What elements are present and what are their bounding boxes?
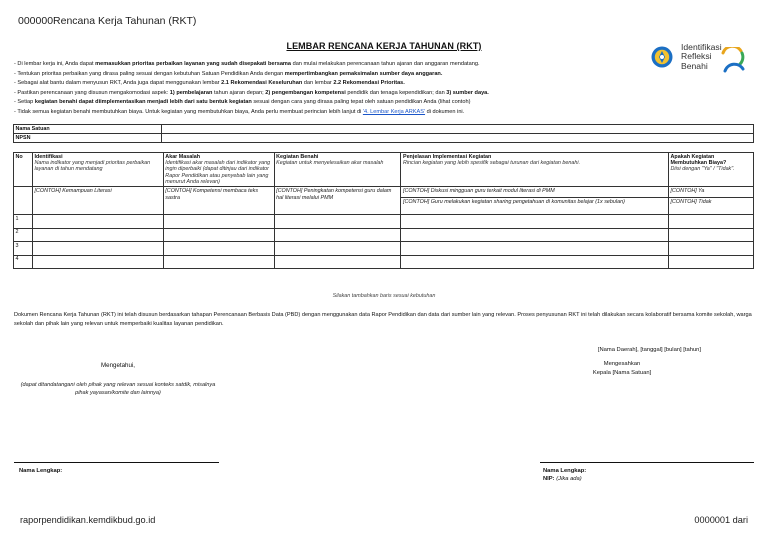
nip-label: NIP: bbox=[543, 476, 555, 483]
table-cell[interactable]: [CONTOH] Tidak bbox=[669, 198, 754, 215]
footer-url: rapor​pendidikan.kemdikbud.go.id bbox=[20, 515, 156, 525]
table-cell[interactable]: [CONTOH] Peningkatan kompetensi guru dalam hal literasi melalui PMM bbox=[274, 187, 401, 215]
table-header-row bbox=[14, 153, 754, 187]
table-cell[interactable] bbox=[163, 215, 274, 229]
table-cell[interactable] bbox=[401, 255, 669, 269]
table-cell[interactable] bbox=[14, 187, 33, 215]
npsn-label: NPSN bbox=[14, 134, 162, 143]
logo-arc-icon bbox=[719, 47, 749, 73]
signature-line-right bbox=[540, 462, 754, 463]
table-cell[interactable] bbox=[274, 215, 401, 229]
table-cell[interactable]: [CONTOH] Diskusi mingguan guru terkait modul literasi di PMM bbox=[401, 187, 669, 198]
col-header-biaya: Apakah Kegiatan Membutuhkan Biaya? Diisi dengan "Ya" / "Tidak". bbox=[669, 153, 754, 187]
logo-line-benahi: Benahi bbox=[681, 60, 708, 71]
table-cell[interactable] bbox=[163, 242, 274, 256]
row-number: 1 bbox=[14, 215, 33, 229]
full-name-label-right: Nama Lengkap: bbox=[543, 468, 587, 474]
row-number: 3 bbox=[14, 242, 33, 256]
arkas-sheet-link[interactable]: '4. Lembar Kerja ARKAS' bbox=[362, 108, 426, 115]
table-cell[interactable] bbox=[669, 215, 754, 229]
table-cell[interactable] bbox=[401, 228, 669, 242]
table-cell[interactable]: [CONTOH] Kompetensi membaca teks sastra bbox=[163, 187, 274, 215]
signature-line-left bbox=[14, 462, 219, 463]
logo bbox=[651, 42, 751, 76]
logo-line-refleksi: Refleksi bbox=[681, 51, 712, 62]
instructions bbox=[14, 60, 644, 118]
signature-left bbox=[18, 362, 218, 397]
table-cell[interactable] bbox=[274, 255, 401, 269]
tut-wuri-handayani-icon bbox=[651, 45, 673, 69]
table-cell[interactable] bbox=[669, 242, 754, 256]
table-cell[interactable] bbox=[669, 255, 754, 269]
row-number: 2 bbox=[14, 228, 33, 242]
identity-row-npsn bbox=[14, 134, 754, 143]
table-row bbox=[14, 215, 754, 229]
add-rows-note: Silakan tambahkan baris sesuai kebutuhan bbox=[332, 293, 436, 299]
nip-note: (Jika ada) bbox=[556, 476, 582, 483]
document-title: 000000Rencana Kerja Tahunan (RKT) bbox=[18, 15, 197, 27]
page-title: LEMBAR RENCANA KERJA TAHUNAN (RKT) bbox=[286, 41, 482, 51]
row-number: 4 bbox=[14, 255, 33, 269]
col-header-identifikasi: Identifikasi Nama indikator yang menjadi prioritas perbaikan layanan di tahun mendatang bbox=[32, 153, 163, 187]
col-header-kegiatan-benahi: Kegiatan Benahi Kegiatan untuk menyelesaikan akar masalah bbox=[274, 153, 401, 187]
table-cell[interactable] bbox=[163, 228, 274, 242]
signature-right bbox=[541, 346, 755, 377]
identity-table bbox=[13, 124, 754, 143]
table-cell[interactable] bbox=[32, 242, 163, 256]
identity-row-school bbox=[14, 125, 754, 134]
acknowledged-label: Mengetahui, bbox=[100, 362, 136, 369]
instruction-2: - Tentukan prioritas perbaikan yang dirasa paling sesuai dengan kebutuhan Satuan Pendidikan Anda dengan mempertimbangkan pemaksimalan sumber daya anggaran. bbox=[14, 70, 443, 77]
col-header-no: No bbox=[14, 153, 33, 187]
table-cell[interactable] bbox=[32, 215, 163, 229]
table-row bbox=[14, 255, 754, 269]
school-name-field[interactable] bbox=[162, 125, 754, 134]
col-header-akar-masalah: Akar Masalah Identifikasi akar masalah dari indikator yang ingin diperbaiki (dapat ditinjau dari indikator Rapor Pendidikan atau penyebab lain yang menurut Anda relevan) bbox=[163, 153, 274, 187]
signature-left-note: (dapat ditandatangani oleh pihak yang relevan sesuai konteks satdik, misalnya pihak yayasan/komite dan lainnya) bbox=[20, 382, 216, 397]
rkt-table bbox=[13, 152, 754, 269]
instruction-6: - Tidak semua kegiatan benahi membutuhkan biaya. Untuk kegiatan yang membutuhkan biaya, Anda perlu membuat perincian lebih lanjut di '4. Lembar Kerja ARKAS' di dokumen ini. bbox=[14, 108, 465, 115]
document-statement: Dokumen Rencana Kerja Tahunan (RKT) ini telah disusun berdasarkan tahapan Perencanaan Berbasis Data (PBD) dengan menggunakan data Rapor Pendidikan dan data dari sumber lain yang relevan. Proses penyusunan RKT ini telah dilakukan secara kolaboratif bersama komite sekolah, warga sekolah dan pihak lain yang relevan untuk memperbaiki kualitas layanan pendidikan. bbox=[14, 312, 752, 327]
table-cell[interactable] bbox=[274, 228, 401, 242]
col-header-penjelasan: Penjelasan Implementasi Kegiatan Rincian kegiatan yang lebih spesifik sebagai turunan dari kegiatan benahi. bbox=[401, 153, 669, 187]
table-cell[interactable] bbox=[274, 242, 401, 256]
instruction-5: - Setiap kegiatan benahi dapat diimplementasikan menjadi lebih dari satu bentuk kegiatan sesuai dengan cara yang dirasa paling tepat oleh satuan pendidikan Anda (lihat contoh) bbox=[14, 99, 471, 106]
signatory-right-details bbox=[543, 467, 586, 484]
table-row-example-1 bbox=[14, 187, 754, 198]
principal-role: Kepala [Nama Satuan] bbox=[592, 369, 652, 376]
instruction-4: - Pastikan perencanaan yang disusun mengakomodasi aspek: 1) pembelajaran tahun ajaran depan; 2) pengembangan kompetensi pendidik dan tenaga kependidikan; dan 3) sumber daya. bbox=[14, 89, 489, 96]
table-cell[interactable]: [CONTOH] Kemampuan Literasi bbox=[32, 187, 163, 215]
table-cell[interactable]: [CONTOH] Guru melakukan kegiatan sharing pengetahuan di komunitas belajar (1x sebulan) bbox=[401, 198, 669, 215]
full-name-label-left: Nama Lengkap: bbox=[19, 468, 63, 474]
table-cell[interactable] bbox=[32, 255, 163, 269]
table-row bbox=[14, 228, 754, 242]
place-date: [Nama Daerah], [tanggal] [bulan] [tahun] bbox=[597, 347, 701, 353]
instruction-1: - Di lembar kerja ini, Anda dapat memasukkan prioritas perbaikan layanan yang sudah disepakati bersama dan mulai melakukan perencanaan tahun ajaran dan anggaran mendatang. bbox=[14, 61, 480, 67]
table-row bbox=[14, 242, 754, 256]
table-cell[interactable]: [CONTOH] Ya bbox=[669, 187, 754, 198]
table-cell[interactable] bbox=[401, 215, 669, 229]
logo-text bbox=[681, 43, 722, 71]
approved-label: Mengesahkan bbox=[603, 361, 641, 368]
school-name-label: Nama Satuan bbox=[14, 125, 162, 134]
table-cell[interactable] bbox=[669, 228, 754, 242]
instruction-3: - Sebagai alat bantu dalam menyusun RKT, Anda juga dapat menggunakan lembar 2.1 Rekomendasi Keseluruhan dan lembar 2.2 Rekomendasi Prioritas. bbox=[14, 80, 405, 87]
table-cell[interactable] bbox=[401, 242, 669, 256]
table-cell[interactable] bbox=[32, 228, 163, 242]
footer-page-number: 0000001 dari bbox=[694, 515, 748, 525]
npsn-field[interactable] bbox=[162, 134, 754, 143]
logo-line-identifikasi: Identifikasi bbox=[681, 42, 722, 52]
table-cell[interactable] bbox=[163, 255, 274, 269]
